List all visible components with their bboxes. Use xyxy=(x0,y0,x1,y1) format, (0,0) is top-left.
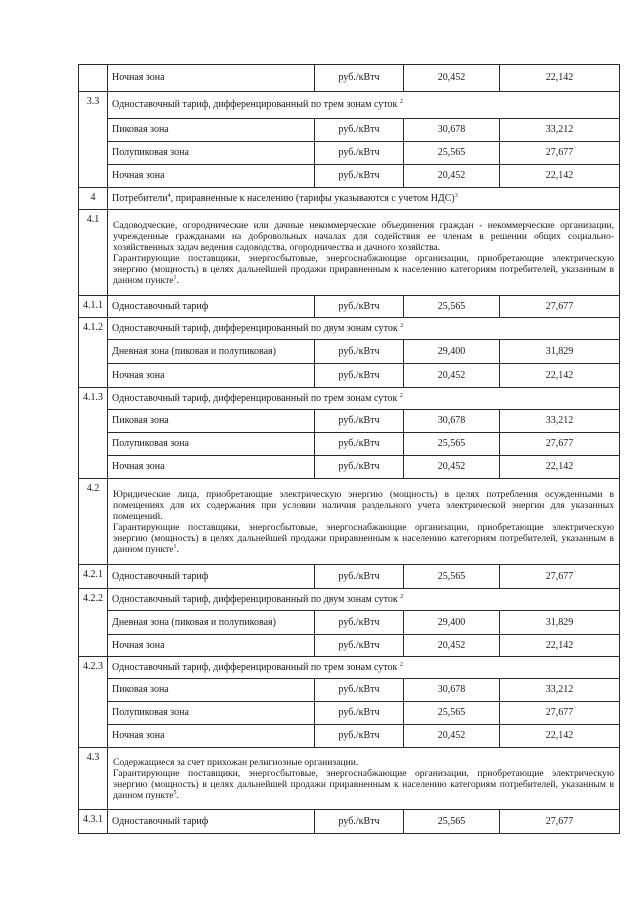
section-heading: Потребители$^4$, приравненные к населению (тарифы указываются с учетом НДС)$^3$ xyxy=(108,188,620,210)
unit-cell: руб./кВтч xyxy=(315,364,404,388)
item-number: 4.1.2 xyxy=(79,318,108,388)
unit-cell: руб./кВтч xyxy=(315,340,404,364)
table-row xyxy=(79,318,620,340)
table-row xyxy=(79,810,620,834)
value-cell: 20,452 xyxy=(404,165,500,188)
zone-label: Пиковая зона xyxy=(108,679,315,702)
unit-cell: руб./кВтч xyxy=(315,679,404,702)
zone-label: Полупиковая зона xyxy=(108,702,315,725)
zone-label: Полупиковая зона xyxy=(108,433,315,456)
value-cell: 22,142 xyxy=(500,725,620,748)
section-heading: Одноставочный тариф, дифференцированный по трем зонам суток $^2$ xyxy=(108,657,620,679)
unit-cell: руб./кВтч xyxy=(315,433,404,456)
section-description: Садоводческие, огороднические или дачные некоммерческие объединения граждан - некоммерческие организации, учрежденные гражданами на добровольных началах для содействия ее членам в решении общих социально-хозяйственных задач ведения садоводства, огородничества и дачного хозяйства. Гарантирующие поставщики, энергосбытовые, энергоснабжающие организации, приобретающие электрическую энергию (мощность) в целях дальнейшей продажи приравненным к населению категориям потребителей, указанным в данном пункте$^1$. xyxy=(108,210,620,296)
unit-cell: руб./кВтч xyxy=(315,165,404,188)
zone-label: Пиковая зона xyxy=(108,410,315,433)
section-description: Содержащиеся за счет прихожан религиозные организации. Гарантирующие поставщики, энергосбытовые, энергоснабжающие организации, приобретающие электрическую энергию (мощность) в целях дальнейшей продажи приравненным к населению категориям потребителей, указанным в данном пункте$^5$. xyxy=(108,748,620,810)
unit-cell: руб./кВтч xyxy=(315,702,404,725)
value-cell: 29,400 xyxy=(404,611,500,635)
table-row xyxy=(79,296,620,318)
zone-label: Пиковая зона xyxy=(108,119,315,142)
table-row xyxy=(79,188,620,210)
table-row xyxy=(79,565,620,589)
zone-label: Дневная зона (пиковая и полупиковая) xyxy=(108,340,315,364)
value-cell: 33,212 xyxy=(500,119,620,142)
value-cell: 25,565 xyxy=(404,433,500,456)
value-cell: 22,142 xyxy=(500,456,620,479)
section-description: Юридические лица, приобретающие электрическую энергию (мощность) в целях потребления осужденными в помещениях для их содержания при условии наличия раздельного учета электрической энергии для указанных помещений. Гарантирующие поставщики, энергосбытовые, энергоснабжающие организации, приобретающие электрическую энергию (мощность) в целях дальнейшей продажи приравненным к населению категориям потребителей, указанным в данном пункте$^1$. xyxy=(108,479,620,565)
value-cell: 27,677 xyxy=(500,565,620,589)
item-number: 4.2.2 xyxy=(79,589,108,657)
table-row xyxy=(79,92,620,119)
value-cell: 27,677 xyxy=(500,702,620,725)
table-row xyxy=(79,119,620,142)
zone-label: Ночная зона xyxy=(108,65,315,92)
tariff-table xyxy=(78,64,620,834)
value-cell: 22,142 xyxy=(500,635,620,657)
value-cell: 20,452 xyxy=(404,364,500,388)
value-cell: 33,212 xyxy=(500,410,620,433)
value-cell: 22,142 xyxy=(500,165,620,188)
zone-label: Ночная зона xyxy=(108,635,315,657)
item-number: 4.2.3 xyxy=(79,657,108,748)
unit-cell: руб./кВтч xyxy=(315,296,404,318)
table-row xyxy=(79,679,620,702)
value-cell: 25,565 xyxy=(404,702,500,725)
value-cell: 27,677 xyxy=(500,296,620,318)
table-row xyxy=(79,456,620,479)
table-row xyxy=(79,748,620,810)
item-number: 4.2 xyxy=(79,479,108,565)
value-cell: 27,677 xyxy=(500,810,620,834)
value-cell: 22,142 xyxy=(500,364,620,388)
zone-label: Ночная зона xyxy=(108,725,315,748)
table-row xyxy=(79,657,620,679)
item-number: 4 xyxy=(79,188,108,210)
item-number: 4.3.1 xyxy=(79,810,108,834)
zone-label: Полупиковая зона xyxy=(108,142,315,165)
value-cell: 25,565 xyxy=(404,565,500,589)
section-heading: Одноставочный тариф, дифференцированный по двум зонам суток $^2$ xyxy=(108,318,620,340)
value-cell: 22,142 xyxy=(500,65,620,92)
unit-cell: руб./кВтч xyxy=(315,611,404,635)
table-row xyxy=(79,165,620,188)
value-cell: 30,678 xyxy=(404,410,500,433)
value-cell: 31,829 xyxy=(500,611,620,635)
tariff-label: Одноставочный тариф xyxy=(108,565,315,589)
item-number: 4.1.3 xyxy=(79,388,108,479)
unit-cell: руб./кВтч xyxy=(315,410,404,433)
unit-cell: руб./кВтч xyxy=(315,810,404,834)
value-cell: 27,677 xyxy=(500,433,620,456)
unit-cell: руб./кВтч xyxy=(315,635,404,657)
item-number: 4.1 xyxy=(79,210,108,296)
value-cell: 25,565 xyxy=(404,296,500,318)
unit-cell: руб./кВтч xyxy=(315,119,404,142)
table-row xyxy=(79,702,620,725)
table-row xyxy=(79,725,620,748)
table-row xyxy=(79,589,620,611)
value-cell: 20,452 xyxy=(404,635,500,657)
value-cell: 31,829 xyxy=(500,340,620,364)
section-heading: Одноставочный тариф, дифференцированный по трем зонам суток $^2$ xyxy=(108,388,620,410)
value-cell: 30,678 xyxy=(404,119,500,142)
value-cell: 25,565 xyxy=(404,142,500,165)
unit-cell: руб./кВтч xyxy=(315,456,404,479)
tariff-label: Одноставочный тариф xyxy=(108,296,315,318)
tariff-document xyxy=(78,64,619,834)
table-row xyxy=(79,635,620,657)
table-row xyxy=(79,364,620,388)
item-number: 4.2.1 xyxy=(79,565,108,589)
tariff-label: Одноставочный тариф xyxy=(108,810,315,834)
section-heading: Одноставочный тариф, дифференцированный по трем зонам суток $^2$ xyxy=(108,92,620,119)
table-row xyxy=(79,340,620,364)
table-row xyxy=(79,142,620,165)
table-row xyxy=(79,410,620,433)
value-cell: 27,677 xyxy=(500,142,620,165)
item-number: 3.3 xyxy=(79,92,108,188)
table-row xyxy=(79,388,620,410)
zone-label: Ночная зона xyxy=(108,456,315,479)
value-cell: 33,212 xyxy=(500,679,620,702)
table-row xyxy=(79,433,620,456)
table-row xyxy=(79,210,620,296)
zone-label: Ночная зона xyxy=(108,165,315,188)
zone-label: Ночная зона xyxy=(108,364,315,388)
unit-cell: руб./кВтч xyxy=(315,65,404,92)
value-cell: 29,400 xyxy=(404,340,500,364)
item-number: 4.3 xyxy=(79,748,108,810)
unit-cell: руб./кВтч xyxy=(315,142,404,165)
item-number: 4.1.1 xyxy=(79,296,108,318)
value-cell: 20,452 xyxy=(404,65,500,92)
section-heading: Одноставочный тариф, дифференцированный по двум зонам суток $^2$ xyxy=(108,589,620,611)
unit-cell: руб./кВтч xyxy=(315,725,404,748)
value-cell: 20,452 xyxy=(404,725,500,748)
table-row xyxy=(79,611,620,635)
table-row xyxy=(79,65,620,92)
value-cell: 30,678 xyxy=(404,679,500,702)
table-row xyxy=(79,479,620,565)
value-cell: 20,452 xyxy=(404,456,500,479)
value-cell: 25,565 xyxy=(404,810,500,834)
zone-label: Дневная зона (пиковая и полупиковая) xyxy=(108,611,315,635)
unit-cell: руб./кВтч xyxy=(315,565,404,589)
